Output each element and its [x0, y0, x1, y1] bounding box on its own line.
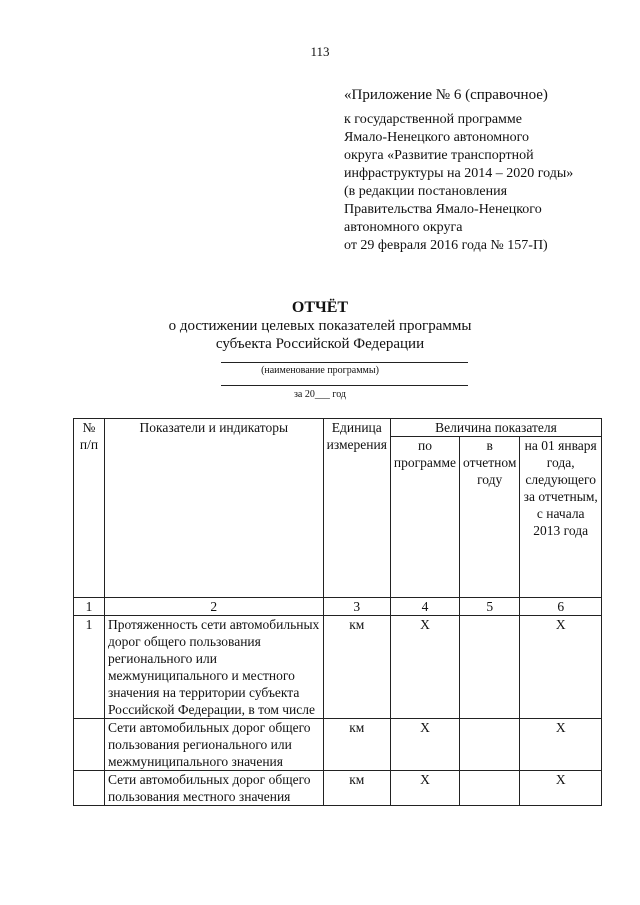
row-by-program: X	[390, 616, 459, 719]
row-in-reporting-year	[460, 719, 520, 771]
header-indicators: Показатели и индикаторы	[104, 419, 323, 598]
table-row	[74, 771, 602, 806]
row-unit: км	[323, 719, 390, 771]
report-title: ОТЧЁТ	[291, 299, 349, 316]
page-number: 113	[310, 44, 330, 59]
row-indicator: Сети автомобильных дорог общего пользования регионального или межмуниципального значения	[104, 719, 323, 771]
table-row	[74, 616, 602, 719]
row-indicator: Сети автомобильных дорог общего пользования местного значения	[104, 771, 323, 806]
header-unit: Единица измерения	[323, 419, 390, 598]
row-unit: км	[323, 771, 390, 806]
row-as-of: X	[520, 771, 602, 806]
row-as-of: X	[520, 719, 602, 771]
header-as-of: на 01 января года, следующего за отчетным, с начала 2013 года	[520, 437, 602, 598]
row-num: 1	[74, 616, 105, 719]
header-value-group: Величина показателя	[390, 419, 601, 437]
table-row	[74, 719, 602, 771]
program-name-line	[221, 362, 468, 363]
column-number: 6	[520, 598, 602, 616]
row-by-program: X	[390, 771, 459, 806]
appendix-line: (в редакции постановления	[344, 184, 508, 199]
report-subtitle-line: о достижении целевых показателей программы	[168, 318, 472, 334]
column-number: 5	[460, 598, 520, 616]
header-num: № п/п	[74, 419, 105, 598]
row-indicator: Протяженность сети автомобильных дорог общего пользования регионального или межмуниципального и местного значения на территории субъекта Российской Федерации, в том числе	[104, 616, 323, 719]
column-numbers-row	[74, 598, 602, 616]
column-number: 2	[104, 598, 323, 616]
row-by-program: X	[390, 719, 459, 771]
row-num	[74, 719, 105, 771]
report-subtitle	[0, 317, 640, 353]
appendix-line: автономного округа	[344, 220, 463, 235]
row-num	[74, 771, 105, 806]
appendix-line: Правительства Ямало-Ненецкого	[344, 202, 542, 217]
table-header-row	[74, 419, 602, 437]
appendix-line: к государственной программе	[344, 112, 522, 127]
program-name-caption: (наименование программы)	[261, 365, 379, 376]
row-unit: км	[323, 616, 390, 719]
header-in-reporting-year: в отчетном году	[460, 437, 520, 598]
appendix-block	[344, 86, 573, 255]
report-subtitle-line: субъекта Российской Федерации	[215, 336, 425, 352]
appendix-line: округа «Развитие транспортной	[344, 148, 534, 163]
column-number: 1	[74, 598, 105, 616]
period-line	[221, 385, 468, 386]
column-number: 3	[323, 598, 390, 616]
period-caption: за 20___ год	[293, 389, 347, 400]
appendix-title: «Приложение № 6 (справочное)	[344, 87, 548, 103]
column-number: 4	[390, 598, 459, 616]
header-by-program: по программе	[390, 437, 459, 598]
row-in-reporting-year	[460, 616, 520, 719]
indicators-table	[73, 418, 602, 806]
appendix-line: Ямало-Ненецкого автономного	[344, 130, 529, 145]
appendix-line: инфраструктуры на 2014 – 2020 годы»	[344, 166, 574, 181]
appendix-line: от 29 февраля 2016 года № 157-П)	[344, 238, 548, 253]
row-in-reporting-year	[460, 771, 520, 806]
row-as-of: X	[520, 616, 602, 719]
